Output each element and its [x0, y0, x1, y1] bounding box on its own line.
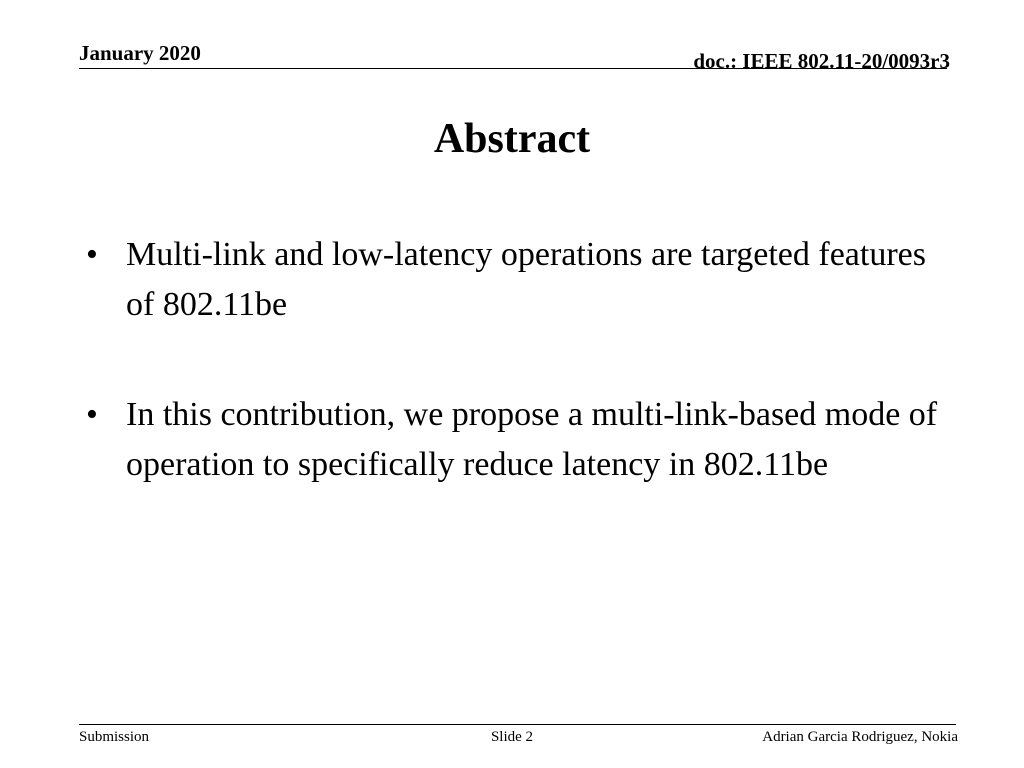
header-doc-number: doc.: IEEE 802.11-20/0093r3: [693, 49, 950, 73]
bullet-text: In this contribution, we propose a multi-link-based mode of operation to specifically reduce latency in 802.11be: [126, 396, 938, 483]
bullet-item: [86, 230, 956, 330]
footer-divider: [79, 724, 956, 725]
slide-title: Abstract: [433, 116, 591, 162]
bullet-dot-icon: •: [86, 236, 98, 273]
header-divider: [79, 68, 947, 69]
bullet-list: [86, 230, 956, 490]
bullet-dot-icon: •: [86, 396, 98, 433]
bullet-item: [86, 390, 956, 490]
bullet-text: Multi-link and low-latency operations are targeted features of 802.11be: [126, 236, 926, 323]
header-date: January 2020: [79, 41, 201, 65]
footer-slide-number: Slide 2: [490, 729, 534, 745]
footer-submission: Submission: [79, 729, 150, 745]
footer-author: Adrian Garcia Rodriguez, Nokia: [762, 729, 958, 745]
